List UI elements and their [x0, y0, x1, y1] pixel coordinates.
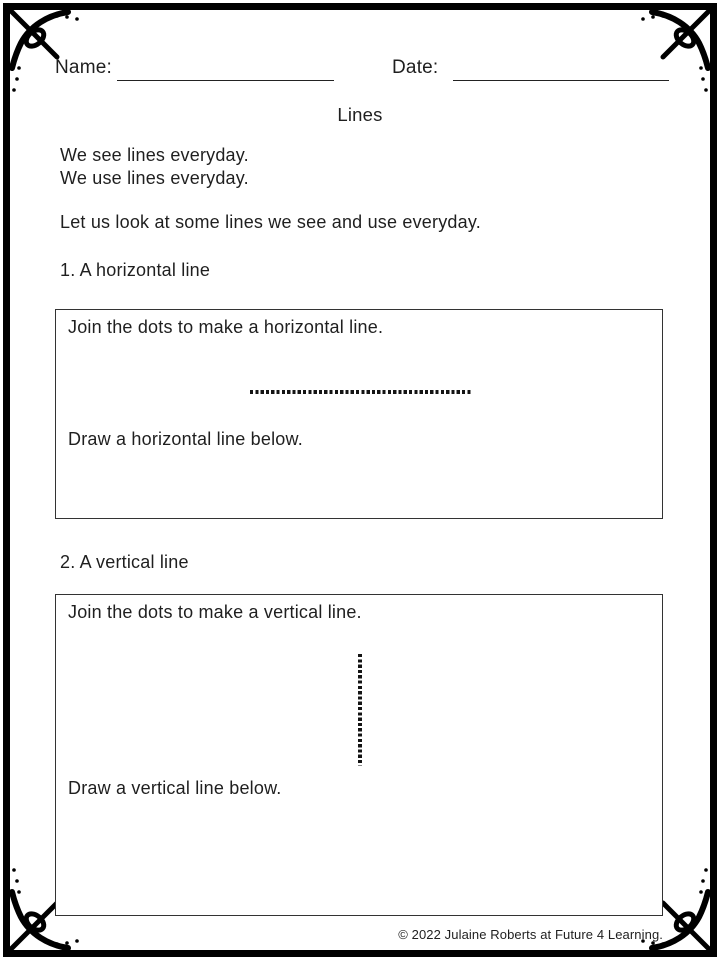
date-blank[interactable]: [453, 61, 669, 81]
section-heading-horizontal: 1. A horizontal line: [60, 260, 211, 280]
section-heading-vertical: 2. A vertical line: [60, 552, 189, 572]
intro-line-1: We see lines everyday.: [60, 145, 249, 165]
horizontal-dotted-line[interactable]: [250, 390, 471, 394]
intro-line-2: We use lines everyday.: [60, 168, 249, 188]
page-title: Lines: [337, 104, 383, 125]
corner-flourish-icon: [610, 10, 710, 110]
join-dots-prompt: Join the dots to make a horizontal line.: [68, 317, 384, 337]
horizontal-line-draw-area[interactable]: [60, 458, 658, 514]
join-dots-prompt: Join the dots to make a vertical line.: [68, 602, 362, 622]
vertical-line-draw-area[interactable]: [60, 807, 658, 911]
name-label: Name:: [55, 57, 112, 78]
vertical-line-activity-box: [55, 594, 663, 916]
copyright-footer: © 2022 Julaine Roberts at Future 4 Learning.: [398, 927, 663, 942]
name-blank[interactable]: [117, 61, 334, 81]
intro-line-3: Let us look at some lines we see and use everyday.: [60, 212, 481, 232]
horizontal-line-activity-box: [55, 309, 663, 519]
draw-line-prompt: Draw a vertical line below.: [68, 778, 282, 798]
vertical-dotted-line[interactable]: [358, 654, 362, 766]
date-label: Date:: [392, 57, 439, 78]
draw-line-prompt: Draw a horizontal line below.: [68, 429, 303, 449]
